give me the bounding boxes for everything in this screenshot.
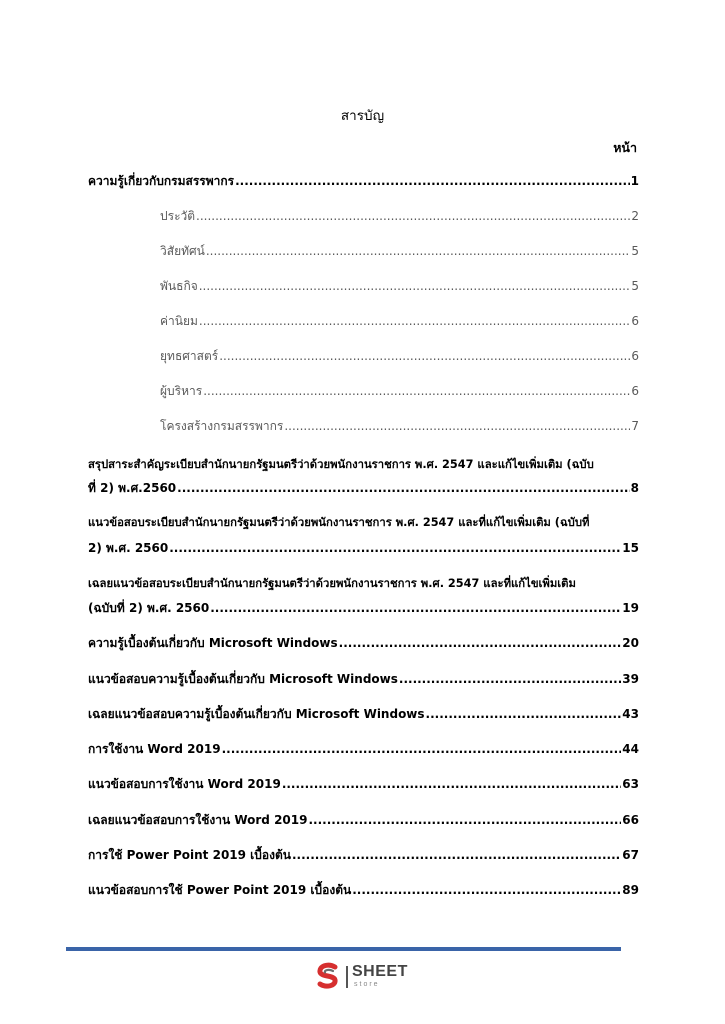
- toc-entry-page: 8: [630, 481, 639, 495]
- toc-entry-page: 39: [622, 672, 639, 686]
- document-title: สารบัญ: [340, 108, 385, 124]
- toc-entry-title: แนวข้อสอบความรู้เบื้องต้นเกี่ยวกับ Microsoft Windows: [88, 672, 398, 686]
- toc-entry-title: ความรู้เกี่ยวกับกรมสรรพากร: [88, 174, 235, 188]
- toc-subentry[interactable]: [160, 312, 639, 330]
- toc-entry-title: พันธกิจ: [160, 279, 198, 293]
- toc-entry-page: 66: [622, 813, 639, 827]
- toc-entry-title: การใช้งาน Word 2019: [88, 742, 221, 756]
- toc-entry-page: 7: [631, 419, 639, 433]
- toc-entry-page: 5: [631, 279, 639, 293]
- dot-leader: [352, 881, 621, 899]
- dot-leader: [210, 599, 621, 617]
- toc-entry-page: 6: [631, 384, 639, 398]
- dot-leader: [339, 634, 622, 652]
- dot-leader: [282, 775, 621, 793]
- dot-leader: [222, 740, 622, 758]
- dot-leader: [292, 846, 621, 864]
- toc-subentry[interactable]: [160, 277, 639, 295]
- toc-entry[interactable]: [88, 705, 639, 723]
- dot-leader: [177, 479, 629, 497]
- toc-subentry[interactable]: [160, 382, 639, 400]
- toc-entry-page: 2: [631, 209, 639, 223]
- toc-subentry[interactable]: [160, 417, 639, 435]
- dot-leader: [284, 417, 630, 435]
- logo-brand-text: SHEET: [352, 963, 408, 980]
- dot-leader: [203, 382, 630, 400]
- toc-entry-title: ประวัติ: [160, 209, 196, 223]
- footer-rule: [66, 947, 621, 951]
- toc-entry[interactable]: [88, 634, 639, 652]
- toc-entry-title: ค่านิยม: [160, 314, 198, 328]
- page-column-header: หน้า: [613, 140, 637, 155]
- toc-entry-title: (ฉบับที่ 2) พ.ศ. 2560: [88, 601, 210, 615]
- dot-leader: [199, 277, 631, 295]
- toc-entry-title: 2) พ.ศ. 2560: [88, 541, 169, 555]
- toc-entry-page: 15: [622, 541, 639, 555]
- toc-entry-page: 6: [631, 349, 639, 363]
- toc-entry-title: ที่ 2) พ.ศ.2560: [88, 481, 177, 495]
- table-of-contents: [88, 0, 639, 1024]
- toc-entry-page: 5: [631, 244, 639, 258]
- toc-entry[interactable]: [88, 599, 639, 617]
- toc-entry-page: 19: [622, 601, 639, 615]
- toc-entry[interactable]: [88, 775, 639, 793]
- dot-leader: [399, 670, 621, 688]
- toc-entry-page: 43: [622, 707, 639, 721]
- toc-subentry[interactable]: [160, 347, 639, 365]
- toc-entry-title: ยุทธศาสตร์: [160, 349, 219, 363]
- toc-entry-title: เฉลยแนวข้อสอบความรู้เบื้องต้นเกี่ยวกับ Microsoft Windows: [88, 707, 425, 721]
- toc-entry-page: 67: [622, 848, 639, 862]
- toc-entry[interactable]: [88, 740, 639, 758]
- toc-entry[interactable]: [88, 172, 639, 190]
- s-logo-icon: [314, 962, 342, 990]
- toc-entry-page: 1: [630, 174, 639, 188]
- toc-entry-page: 44: [622, 742, 639, 756]
- toc-entry-page: 89: [622, 883, 639, 897]
- toc-entry-title: แนวข้อสอบการใช้งาน Word 2019: [88, 777, 281, 791]
- toc-subentry[interactable]: [160, 207, 639, 225]
- toc-entry-title: โครงสร้างกรมสรรพากร: [160, 419, 284, 433]
- dot-leader: [196, 207, 630, 225]
- toc-entry[interactable]: [88, 811, 639, 829]
- logo-divider: [346, 966, 348, 988]
- dot-leader: [235, 172, 630, 190]
- toc-subentry[interactable]: [160, 242, 639, 260]
- dot-leader: [308, 811, 621, 829]
- toc-entry[interactable]: [88, 881, 639, 899]
- toc-entry[interactable]: [88, 539, 639, 557]
- dot-leader: [169, 539, 621, 557]
- toc-entry-title: แนวข้อสอบการใช้ Power Point 2019 เบื้องต้น: [88, 883, 352, 897]
- sheet-store-logo: [314, 960, 424, 992]
- toc-entry-page: 20: [622, 636, 639, 650]
- logo-brand-subtext: store: [354, 981, 380, 988]
- dot-leader: [199, 312, 630, 330]
- toc-entry-title: วิสัยทัศน์: [160, 244, 205, 258]
- dot-leader: [219, 347, 630, 365]
- toc-entry-page: 6: [631, 314, 639, 328]
- toc-entry-line1[interactable]: แนวข้อสอบระเบียบสำนักนายกรัฐมนตรีว่าด้วยพนักงานราชการ พ.ศ. 2547 และที่แก้ไขเพิ่มเติม (ฉบับที่: [88, 516, 590, 529]
- toc-entry-title: ผู้บริหาร: [160, 384, 203, 398]
- toc-entry[interactable]: [88, 670, 639, 688]
- toc-entry[interactable]: [88, 479, 639, 497]
- toc-entry-line1[interactable]: สรุปสาระสำคัญระเบียบสำนักนายกรัฐมนตรีว่าด้วยพนักงานราชการ พ.ศ. 2547 และแก้ไขเพิ่มเติม (ฉบับ: [88, 458, 594, 471]
- dot-leader: [426, 705, 622, 723]
- toc-entry-title: ความรู้เบื้องต้นเกี่ยวกับ Microsoft Windows: [88, 636, 338, 650]
- dot-leader: [206, 242, 631, 260]
- toc-entry[interactable]: [88, 846, 639, 864]
- toc-entry-title: การใช้ Power Point 2019 เบื้องต้น: [88, 848, 291, 862]
- toc-entry-page: 63: [622, 777, 639, 791]
- toc-entry-title: เฉลยแนวข้อสอบการใช้งาน Word 2019: [88, 813, 308, 827]
- toc-entry-line1[interactable]: เฉลยแนวข้อสอบระเบียบสำนักนายกรัฐมนตรีว่าด้วยพนักงานราชการ พ.ศ. 2547 และที่แก้ไขเพิ่มเติม: [88, 577, 576, 590]
